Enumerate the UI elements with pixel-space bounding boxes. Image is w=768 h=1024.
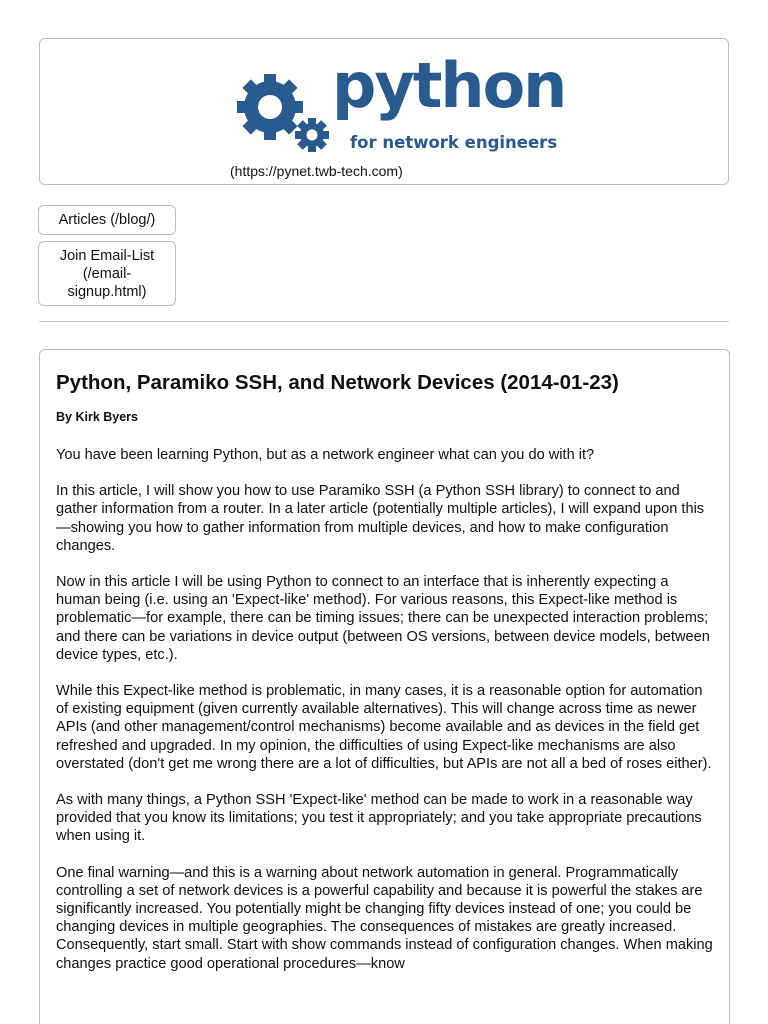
divider (39, 321, 729, 322)
article-title: Python, Paramiko SSH, and Network Devices (2014-01-23) (56, 371, 619, 394)
nav-email-list-button[interactable]: Join Email-List (/email-signup.html) (38, 241, 176, 306)
logo-tagline: for network engineers (350, 133, 558, 152)
article (39, 349, 730, 1024)
gears-icon (230, 69, 340, 159)
article-paragraph: In this article, I will show you how to use Paramiko SSH (a Python SSH library) to connect to and gather information from a router. In a later article (potentially multiple articles), I will expand upon this—showing you how to gather information from multiple devices, and how to make configuration changes. (56, 483, 705, 554)
nav-articles-button[interactable]: Articles (/blog/) (38, 205, 176, 235)
site-url[interactable]: (https://pynet.twb-tech.com) (230, 163, 403, 179)
article-paragraph: As with many things, a Python SSH 'Expect-like' method can be made to work in a reasonable way provided that you know its limitations; you test it appropriately; and you take appropriate precautions when using it. (56, 792, 702, 845)
site-header (39, 38, 729, 185)
logo-wordmark: python (332, 49, 566, 122)
site-logo[interactable] (230, 49, 566, 161)
article-paragraph: One final warning—and this is a warning about network automation in general. Programmatically controlling a set of network devices is a powerful capability and because it is powerful the stakes are significantly increased. You potentially might be changing fifty devices instead of one; you could be changing devices in multiple geographies. The consequences of mistakes are greatly increased. Consequently, start small. Start with show commands instead of configuration changes. When making changes practice good operational procedures—know (56, 864, 713, 972)
article-byline: By Kirk Byers (56, 410, 138, 424)
article-paragraph: While this Expect-like method is problematic, in many cases, it is a reasonable option for automation of existing equipment (given currently available alternatives). This will change across time as newer APIs (and other management/control mechanisms) become available and as devices in the field get refreshed and upgraded. In my opinion, the difficulties of using Expect-like mechanisms are also overstated (don't get me wrong there are a lot of difficulties, but APIs are not all a bed of roses either). (56, 683, 712, 772)
article-paragraph: Now in this article I will be using Python to connect to an interface that is inherently expecting a human being (i.e. using an 'Expect-like' method). For various reasons, this Expect-like method is problematic—for example, there can be timing issues; there can be unexpected interaction problems; and there can be variations in device output (between OS versions, between device models, between device types, etc.). (56, 574, 710, 663)
article-paragraph: You have been learning Python, but as a network engineer what can you do with it? (56, 447, 595, 463)
article-body (56, 446, 714, 991)
